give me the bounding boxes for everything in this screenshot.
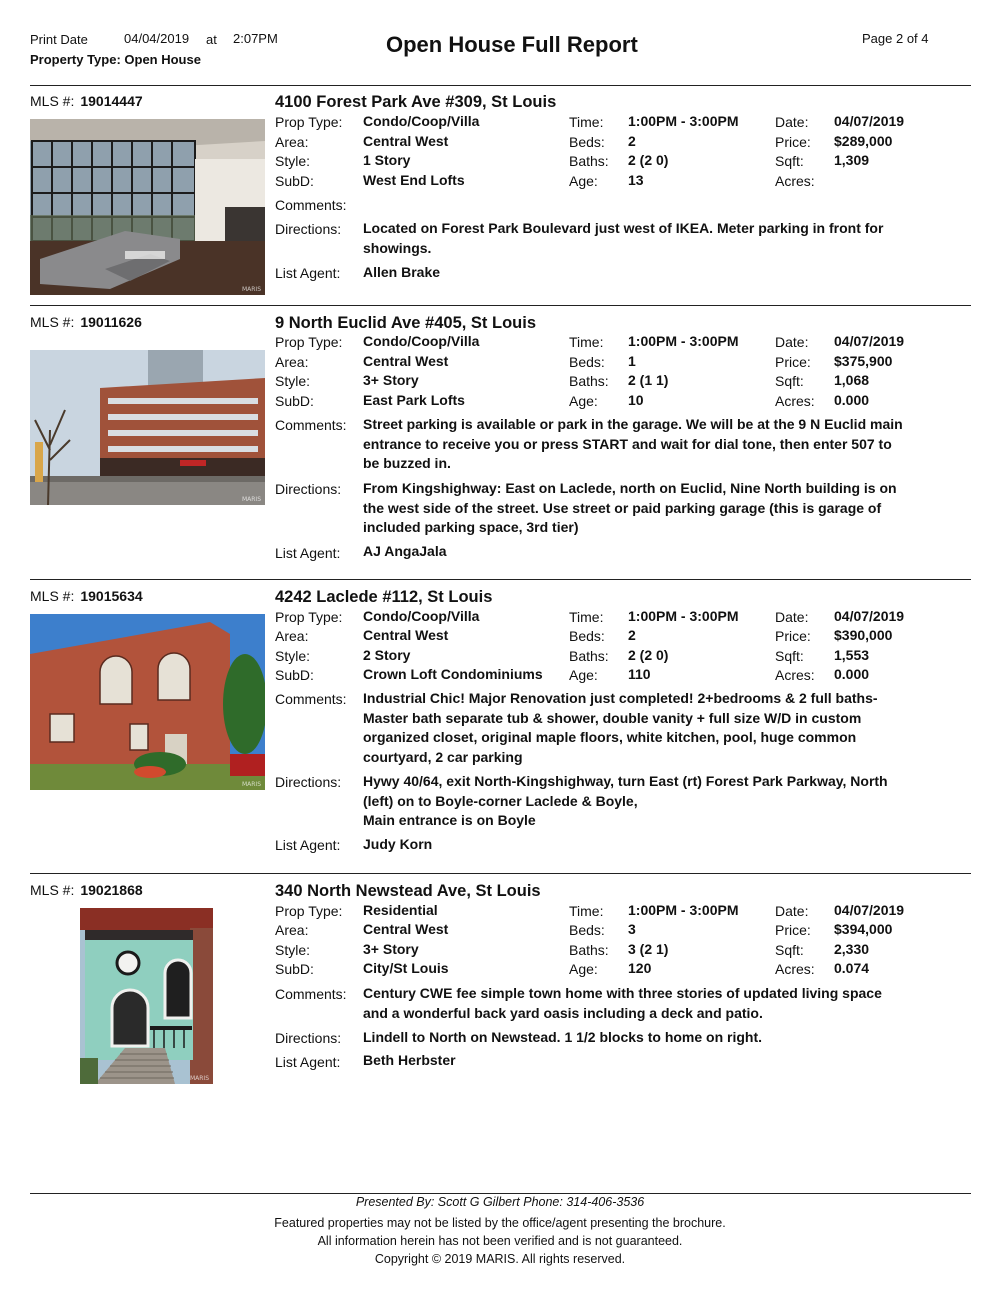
date-label: Date: (775, 609, 809, 625)
time-value: 1:00PM - 3:00PM (628, 113, 739, 129)
mls-number: 19011626 (80, 314, 142, 330)
date-value: 04/07/2019 (834, 608, 905, 624)
acres-label: Acres: (775, 393, 815, 409)
acres-value: 0.000 (834, 666, 870, 682)
listing-divider (30, 873, 971, 874)
listing-address[interactable]: 340 North Newstead Ave, St Louis (275, 882, 541, 900)
header-divider (30, 85, 971, 86)
age-label: Age: (569, 961, 598, 977)
age-value: 110 (628, 666, 651, 682)
subd-value: West End Lofts (363, 172, 465, 188)
listing-address[interactable]: 4100 Forest Park Ave #309, St Louis (275, 93, 557, 111)
prop-type-label: Prop Type: (275, 114, 343, 130)
prop-type-label: Prop Type: (275, 334, 343, 350)
prop-type-value: Condo/Coop/Villa (363, 113, 480, 129)
date-label: Date: (775, 334, 809, 350)
comments-text: Century CWE fee simple town home with three stories of updated living space and a wonderful back yard oasis including a deck and patio. (363, 985, 882, 1021)
subd-value: East Park Lofts (363, 392, 465, 408)
beds-label: Beds: (569, 134, 605, 150)
age-value: 13 (628, 172, 644, 188)
style-label: Style: (275, 942, 311, 958)
listing-photo-brick-loft[interactable] (30, 614, 265, 790)
list-agent-name: Allen Brake (363, 264, 441, 280)
listing-divider (30, 579, 971, 580)
subd-label: SubD: (275, 667, 314, 683)
mls-field (30, 588, 143, 604)
time-value: 1:00PM - 3:00PM (628, 333, 739, 349)
brick-loft-illustration (30, 614, 265, 790)
comments-label: Comments: (275, 986, 347, 1002)
price-value: $289,000 (834, 133, 893, 149)
sqft-value: 1,068 (834, 372, 870, 388)
prop-type-value: Condo/Coop/Villa (363, 608, 480, 624)
property-type: Property Type: Open House (30, 52, 201, 67)
price-value: $375,900 (834, 353, 893, 369)
condo-building-illustration (30, 350, 265, 505)
comments-label: Comments: (275, 197, 347, 213)
style-label: Style: (275, 373, 311, 389)
comments-label: Comments: (275, 691, 347, 707)
footer-divider (30, 1193, 971, 1194)
mls-field (30, 93, 143, 109)
area-label: Area: (275, 134, 309, 150)
baths-value: 2 (2 0) (628, 647, 669, 663)
beds-label: Beds: (569, 628, 605, 644)
photo-watermark: MARIS (189, 1075, 209, 1082)
price-value: $394,000 (834, 921, 893, 937)
time-label: Time: (569, 114, 604, 130)
subd-value: City/St Louis (363, 960, 449, 976)
time-label: Time: (569, 334, 604, 350)
subd-label: SubD: (275, 393, 314, 409)
acres-label: Acres: (775, 173, 815, 189)
age-value: 120 (628, 960, 652, 976)
acres-value: 0.000 (834, 392, 870, 408)
date-value: 04/07/2019 (834, 902, 905, 918)
price-label: Price: (775, 134, 811, 150)
time-label: Time: (569, 609, 604, 625)
print-time: 2:07PM (233, 31, 278, 46)
print-date: 04/04/2019 (124, 31, 190, 46)
sqft-label: Sqft: (775, 648, 804, 664)
disclaimer-line-2: All information herein has not been verified and is not guaranteed. (317, 1234, 683, 1248)
style-value: 1 Story (363, 152, 411, 168)
style-label: Style: (275, 153, 311, 169)
directions-text: From Kingshighway: East on Laclede, north on Euclid, Nine North building is on the west side of the street. Use street or paid parking garage (this is garage of included parking space, 3rd tier) (363, 480, 897, 536)
age-value: 10 (628, 392, 644, 408)
mls-field (30, 882, 143, 898)
directions-label: Directions: (275, 481, 342, 497)
sqft-value: 1,553 (834, 647, 870, 663)
time-value: 1:00PM - 3:00PM (628, 902, 739, 918)
listing-photo-town-home[interactable] (80, 908, 213, 1084)
beds-label: Beds: (569, 354, 605, 370)
loft-interior-illustration (30, 119, 265, 295)
price-label: Price: (775, 628, 811, 644)
mls-label: MLS #: (30, 882, 75, 898)
prop-type-value: Condo/Coop/Villa (363, 333, 480, 349)
page-number: Page 2 of 4 (862, 31, 929, 46)
baths-value: 2 (1 1) (628, 372, 669, 388)
mls-field (30, 314, 142, 330)
list-agent-label: List Agent: (275, 1054, 341, 1070)
time-label: Time: (569, 903, 604, 919)
listing-divider (30, 305, 971, 306)
sqft-label: Sqft: (775, 373, 804, 389)
acres-label: Acres: (775, 667, 815, 683)
beds-value: 3 (628, 921, 636, 937)
mls-label: MLS #: (30, 93, 75, 109)
list-agent-label: List Agent: (275, 837, 341, 853)
age-label: Age: (569, 173, 598, 189)
photo-watermark: MARIS (241, 286, 261, 293)
time-value: 1:00PM - 3:00PM (628, 608, 739, 624)
area-label: Area: (275, 628, 309, 644)
baths-label: Baths: (569, 373, 609, 389)
mls-label: MLS #: (30, 314, 75, 330)
date-label: Date: (775, 903, 809, 919)
beds-value: 1 (628, 353, 636, 369)
directions-line: Main entrance is on Boyle (363, 812, 536, 829)
age-label: Age: (569, 667, 598, 683)
directions-line: Hywy 40/64, exit North-Kingshighway, turn East (rt) Forest Park Parkway, North (left) on to Boyle-corner Laclede & Boyle, (363, 773, 888, 809)
acres-value: 0.074 (834, 960, 870, 976)
sqft-label: Sqft: (775, 942, 804, 958)
baths-label: Baths: (569, 942, 609, 958)
listing-photo-brick-condo[interactable] (30, 350, 265, 505)
page-title: Open House Full Report (386, 32, 638, 57)
directions-label: Directions: (275, 774, 342, 790)
baths-value: 3 (2 1) (628, 941, 669, 957)
directions-text: Lindell to North on Newstead. 1 1/2 blocks to home on right. (363, 1029, 763, 1045)
listing-photo-loft-interior[interactable] (30, 119, 265, 295)
mls-label: MLS #: (30, 588, 75, 604)
sqft-value: 2,330 (834, 941, 870, 957)
acres-label: Acres: (775, 961, 815, 977)
baths-label: Baths: (569, 153, 609, 169)
area-value: Central West (363, 921, 449, 937)
baths-value: 2 (2 0) (628, 152, 669, 168)
area-label: Area: (275, 922, 309, 938)
style-value: 2 Story (363, 647, 411, 663)
directions-text (363, 772, 911, 831)
directions-text: Located on Forest Park Boulevard just west of IKEA. Meter parking in front for showings. (363, 220, 884, 256)
list-agent-label: List Agent: (275, 545, 341, 561)
photo-watermark: MARIS (241, 781, 261, 788)
price-value: $390,000 (834, 627, 893, 643)
area-value: Central West (363, 353, 449, 369)
list-agent-name: AJ AngaJala (363, 543, 447, 559)
date-label: Date: (775, 114, 809, 130)
comments-label: Comments: (275, 417, 347, 433)
listing-address[interactable]: 9 North Euclid Ave #405, St Louis (275, 314, 537, 332)
mls-number: 19015634 (80, 588, 143, 604)
prop-type-value: Residential (363, 902, 438, 918)
area-value: Central West (363, 133, 449, 149)
at-label: at (206, 32, 217, 47)
style-value: 3+ Story (363, 941, 419, 957)
subd-value: Crown Loft Condominiums (363, 666, 543, 682)
beds-value: 2 (628, 133, 636, 149)
list-agent-label: List Agent: (275, 265, 341, 281)
directions-label: Directions: (275, 1030, 342, 1046)
age-label: Age: (569, 393, 598, 409)
directions-label: Directions: (275, 221, 342, 237)
listing-address[interactable]: 4242 Laclede #112, St Louis (275, 588, 493, 606)
print-date-label: Print Date (30, 32, 88, 47)
presented-by: Presented By: Scott G Gilbert Phone: 314-406-3536 (355, 1195, 645, 1209)
sqft-label: Sqft: (775, 153, 804, 169)
style-label: Style: (275, 648, 311, 664)
price-label: Price: (775, 922, 811, 938)
copyright: Copyright © 2019 MARIS. All rights reserved. (374, 1252, 626, 1266)
comments-text: Industrial Chic! Major Renovation just completed! 2+bedrooms & 2 full baths-Master bath separate tub & shower, double vanity + full size W/D in custom organized closet, original maple floors, white kitchen, pool, huge common courtyard, 2 car parking (363, 690, 878, 766)
comments-text: Street parking is available or park in the garage. We will be at the 9 N Euclid main entrance to receive you or press START and wait for dial tone, then enter 507 to be buzzed in. (363, 416, 903, 472)
prop-type-label: Prop Type: (275, 903, 343, 919)
mls-number: 19014447 (80, 93, 143, 109)
subd-label: SubD: (275, 961, 314, 977)
price-label: Price: (775, 354, 811, 370)
area-value: Central West (363, 627, 449, 643)
mls-number: 19021868 (80, 882, 143, 898)
date-value: 04/07/2019 (834, 113, 905, 129)
sqft-value: 1,309 (834, 152, 870, 168)
style-value: 3+ Story (363, 372, 419, 388)
area-label: Area: (275, 354, 309, 370)
beds-label: Beds: (569, 922, 605, 938)
beds-value: 2 (628, 627, 636, 643)
list-agent-name: Beth Herbster (363, 1052, 456, 1068)
disclaimer-line-1: Featured properties may not be listed by the office/agent presenting the brochure. (274, 1216, 726, 1230)
town-home-illustration (80, 908, 213, 1084)
list-agent-name: Judy Korn (363, 836, 433, 852)
photo-watermark: MARIS (241, 496, 261, 503)
baths-label: Baths: (569, 648, 609, 664)
date-value: 04/07/2019 (834, 333, 905, 349)
prop-type-label: Prop Type: (275, 609, 343, 625)
subd-label: SubD: (275, 173, 314, 189)
